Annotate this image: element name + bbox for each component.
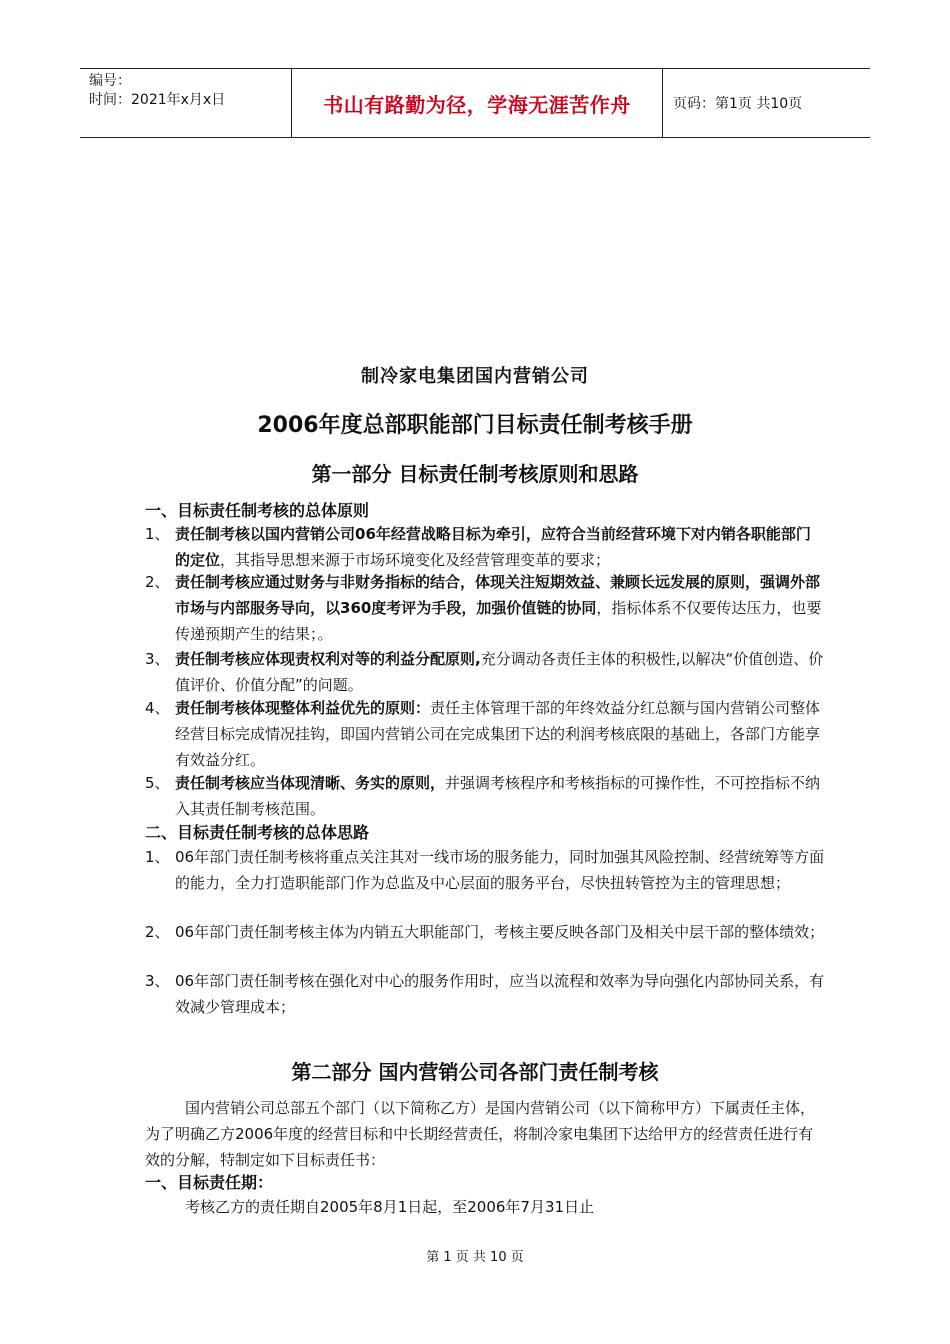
part2-intro: 国内营销公司总部五个部门（以下简称乙方）是国内营销公司（以下简称甲方）下属责任主体，为了明确乙方2006年度的经营目标和中长期经营责任，将制冷家电集团下达给甲方的经营责任进行有效的分解，特制定如下目标责任书： (145, 1099, 816, 1169)
principle-item (145, 646, 825, 698)
part2-title: 第二部分 国内营销公司各部门责任制考核 (291, 1060, 659, 1084)
approach-item (145, 968, 825, 1020)
item-bold-text: 责任制考核应体现责权利对等的利益分配原则, (175, 650, 481, 668)
principle-item (145, 521, 825, 573)
item-bold-text: 责任制考核以国内营销公司06年经营战略目标为牵引，应符合当前经营环境下对内销各职能部门的定位 (175, 525, 811, 569)
header-page-info: 页码：第1页 共10页 (673, 96, 803, 112)
page-header (80, 68, 870, 138)
approach-item (145, 844, 825, 896)
item-number: 3、 (145, 650, 170, 668)
item-bold-text: 责任制考核体现整体利益优先的原则： (175, 699, 431, 717)
item-text: 06年部门责任制考核主体为内销五大职能部门，考核主要反映各部门及相关中层干部的整体绩效； (175, 923, 825, 941)
item-number: 2、 (145, 923, 170, 941)
principle-item (145, 770, 825, 822)
date-label: 时间：2021年x月x日 (89, 92, 226, 108)
item-text: ，指标体系不仅要传达压力，也要传递预期产生的结果；。 (175, 599, 822, 643)
item-number: 4、 (145, 699, 170, 717)
code-label: 编号： (89, 73, 131, 89)
item-number: 5、 (145, 774, 170, 792)
header-motto: 书山有路勤为径，学海无涯苦作舟 (291, 69, 663, 137)
part1-section2-heading: 二、目标责任制考核的总体思路 (145, 823, 370, 842)
item-bold-text: 责任制考核应当体现清晰、务实的原则， (175, 774, 446, 792)
page-footer: 第 1 页 共 10 页 (426, 1250, 524, 1265)
item-number: 3、 (145, 972, 170, 990)
item-text: 责任主体管理干部的年终效益分红总额与国内营销公司整体经营目标完成情况挂钩，即国内营销公司在完成集团下达的利润考核底限的基础上，各部门方能享有效益分红。 (175, 699, 821, 769)
part2-section1-heading: 一、目标责任期： (145, 1173, 274, 1192)
item-number: 2、 (145, 573, 170, 591)
item-number: 1、 (145, 525, 170, 543)
part1-section1-heading: 一、目标责任制考核的总体原则 (145, 501, 370, 520)
term-period-text: 考核乙方的责任期自2005年8月1日起，至2006年7月31日止 (185, 1198, 595, 1216)
approach-item (145, 919, 825, 945)
header-left-cell (80, 69, 291, 137)
principle-item (145, 569, 825, 647)
document-title: 2006年度总部职能部门目标责任制考核手册 (257, 413, 693, 438)
item-text: 并强调考核程序和考核指标的可操作性，不可控指标不纳入其责任制考核范围。 (175, 774, 821, 818)
principle-item (145, 695, 825, 773)
item-text: 06年部门责任制考核在强化对中心的服务作用时，应当以流程和效率为导向强化内部协同关系，有效减少管理成本； (175, 972, 825, 1016)
item-number: 1、 (145, 848, 170, 866)
item-text: 06年部门责任制考核将重点关注其对一线市场的服务能力，同时加强其风险控制、经营统筹等方面的能力，全力打造职能部门作为总监及中心层面的服务平台，尽快扭转管控为主的管理思想； (175, 848, 825, 892)
company-name: 制冷家电集团国内营销公司 (361, 366, 589, 387)
item-bold-text: 责任制考核应通过财务与非财务指标的结合，体现关注短期效益、兼顾长远发展的原则，强调外部市场与内部服务导向，以360度考评为手段，加强价值链的协同 (175, 573, 821, 617)
item-text: 充分调动各责任主体的积极性,以解决“价值创造、价值评价、价值分配”的问题。 (175, 650, 824, 694)
part1-title: 第一部分 目标责任制考核原则和思路 (311, 462, 639, 486)
item-text: ，其指导思想来源于市场环境变化及经营管理变革的要求； (220, 551, 611, 569)
